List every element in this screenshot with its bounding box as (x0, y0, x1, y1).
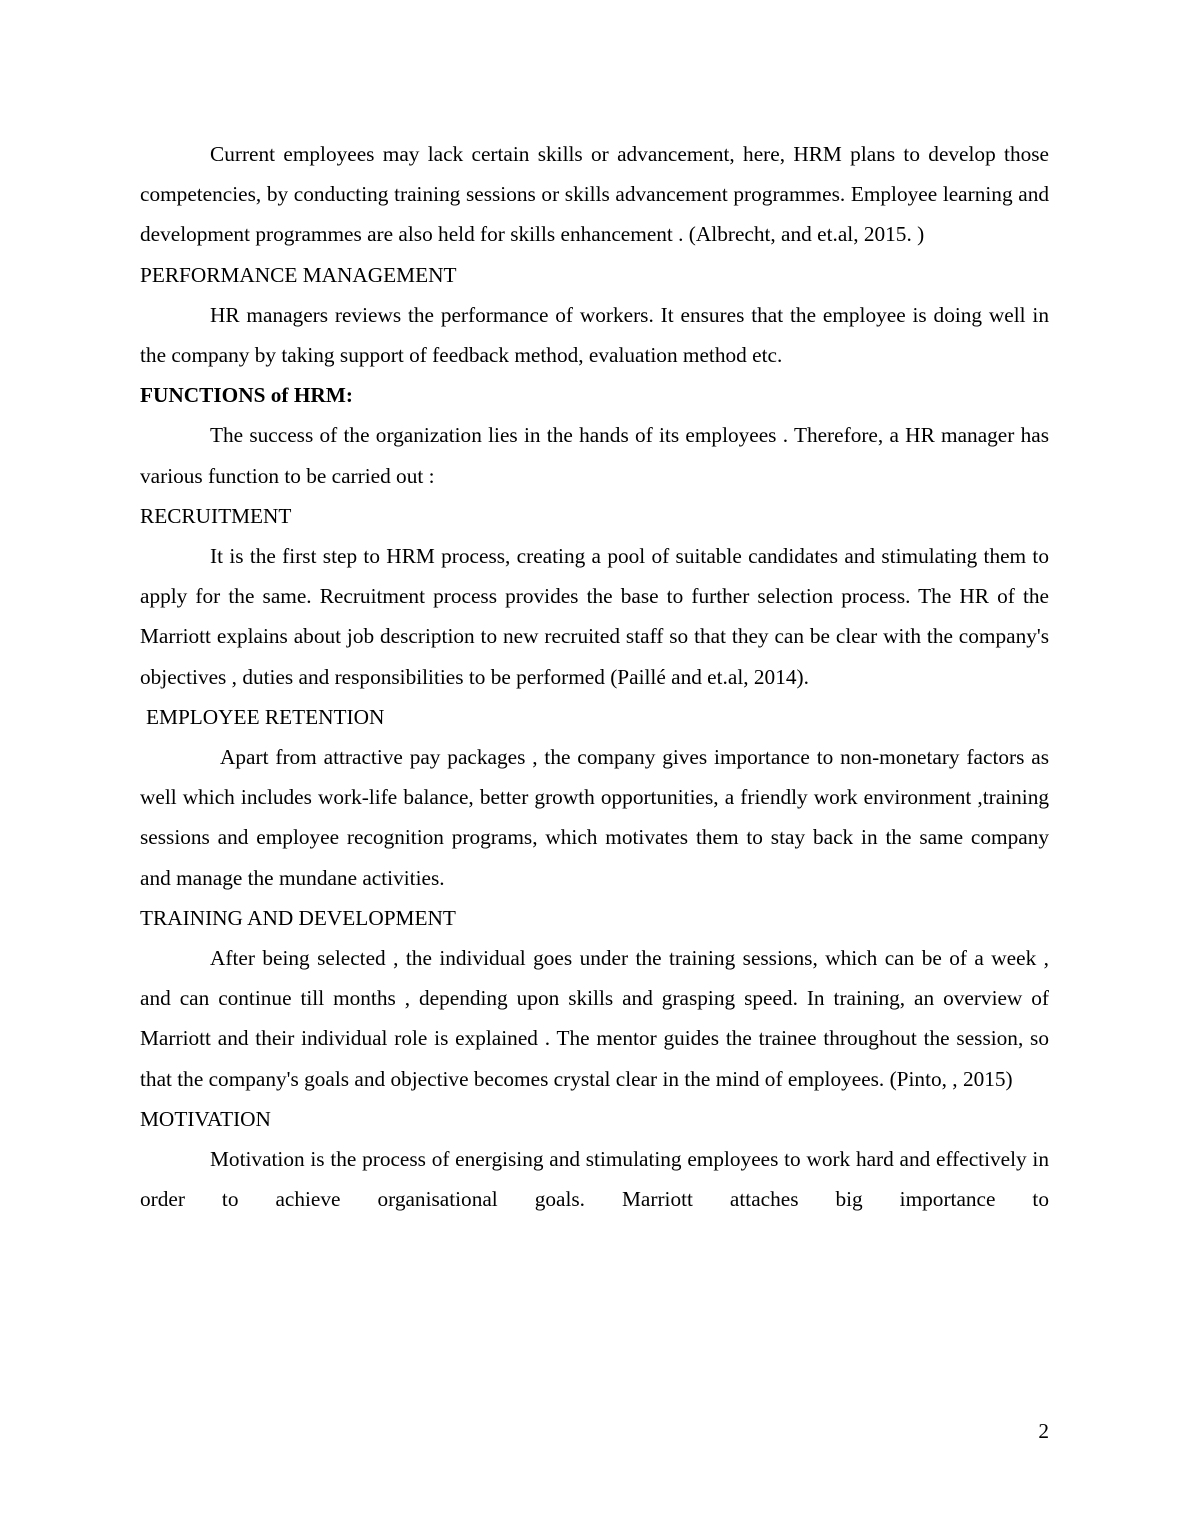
page-number: 2 (1038, 1419, 1049, 1443)
heading-functions-of-hrm: FUNCTIONS of HRM: (140, 383, 353, 408)
paragraph-performance-review: HR managers reviews the performance of workers. It ensures that the employee is doing well in the company by taking support of feedback method, evaluation method etc. (140, 302, 1049, 368)
paragraph-recruitment: It is the first step to HRM process, creating a pool of suitable candidates and stimulating them to apply for the same. Recruitment process provides the base to further selection process. The HR of the Marriott explains about job description to new recruited staff so that they can be clear with the company's objectives , duties and responsibilities to be performed (Paillé and et.al, 2014). (140, 544, 1049, 689)
paragraph-motivation: Motivation is the process of energising and stimulating employees to work hard and effectively in order to achieve organisational goals. Marriott attaches big importance to (140, 1147, 1049, 1212)
paragraph-training-and-development: After being selected , the individual goes under the training sessions, which can be of a week , and can continue till months , depending upon skills and grasping speed. In training, an overview of Marriott and their individual role is explained . The mentor guides the trainee throughout the session, so that the company's goals and objective becomes crystal clear in the mind of employees. (Pinto, , 2015) (140, 946, 1049, 1091)
heading-motivation: MOTIVATION (140, 1106, 271, 1131)
paragraph-employee-retention: Apart from attractive pay packages , the company gives importance to non-monetary factors as well which includes work-life balance, better growth opportunities, a friendly work environment ,training sessions and employee recognition programs, which motivates them to stay back in the same company and manage the mundane activities. (140, 745, 1049, 890)
paragraph-skills-development: Current employees may lack certain skills or advancement, here, HRM plans to develop those competencies, by conducting training sessions or skills advancement programmes. Employee learning and development programmes are also held for skills enhancement . (Albrecht, and et.al, 2015. ) (140, 142, 1049, 247)
document-page (140, 134, 1049, 1219)
paragraph-organization-success: The success of the organization lies in the hands of its employees . Therefore, a HR manager has various function to be carried out : (140, 423, 1049, 488)
heading-training-and-development: TRAINING AND DEVELOPMENT (140, 905, 456, 930)
heading-performance-management: PERFORMANCE MANAGEMENT (140, 262, 457, 287)
heading-employee-retention: EMPLOYEE RETENTION (146, 704, 385, 729)
heading-recruitment: RECRUITMENT (140, 503, 292, 528)
